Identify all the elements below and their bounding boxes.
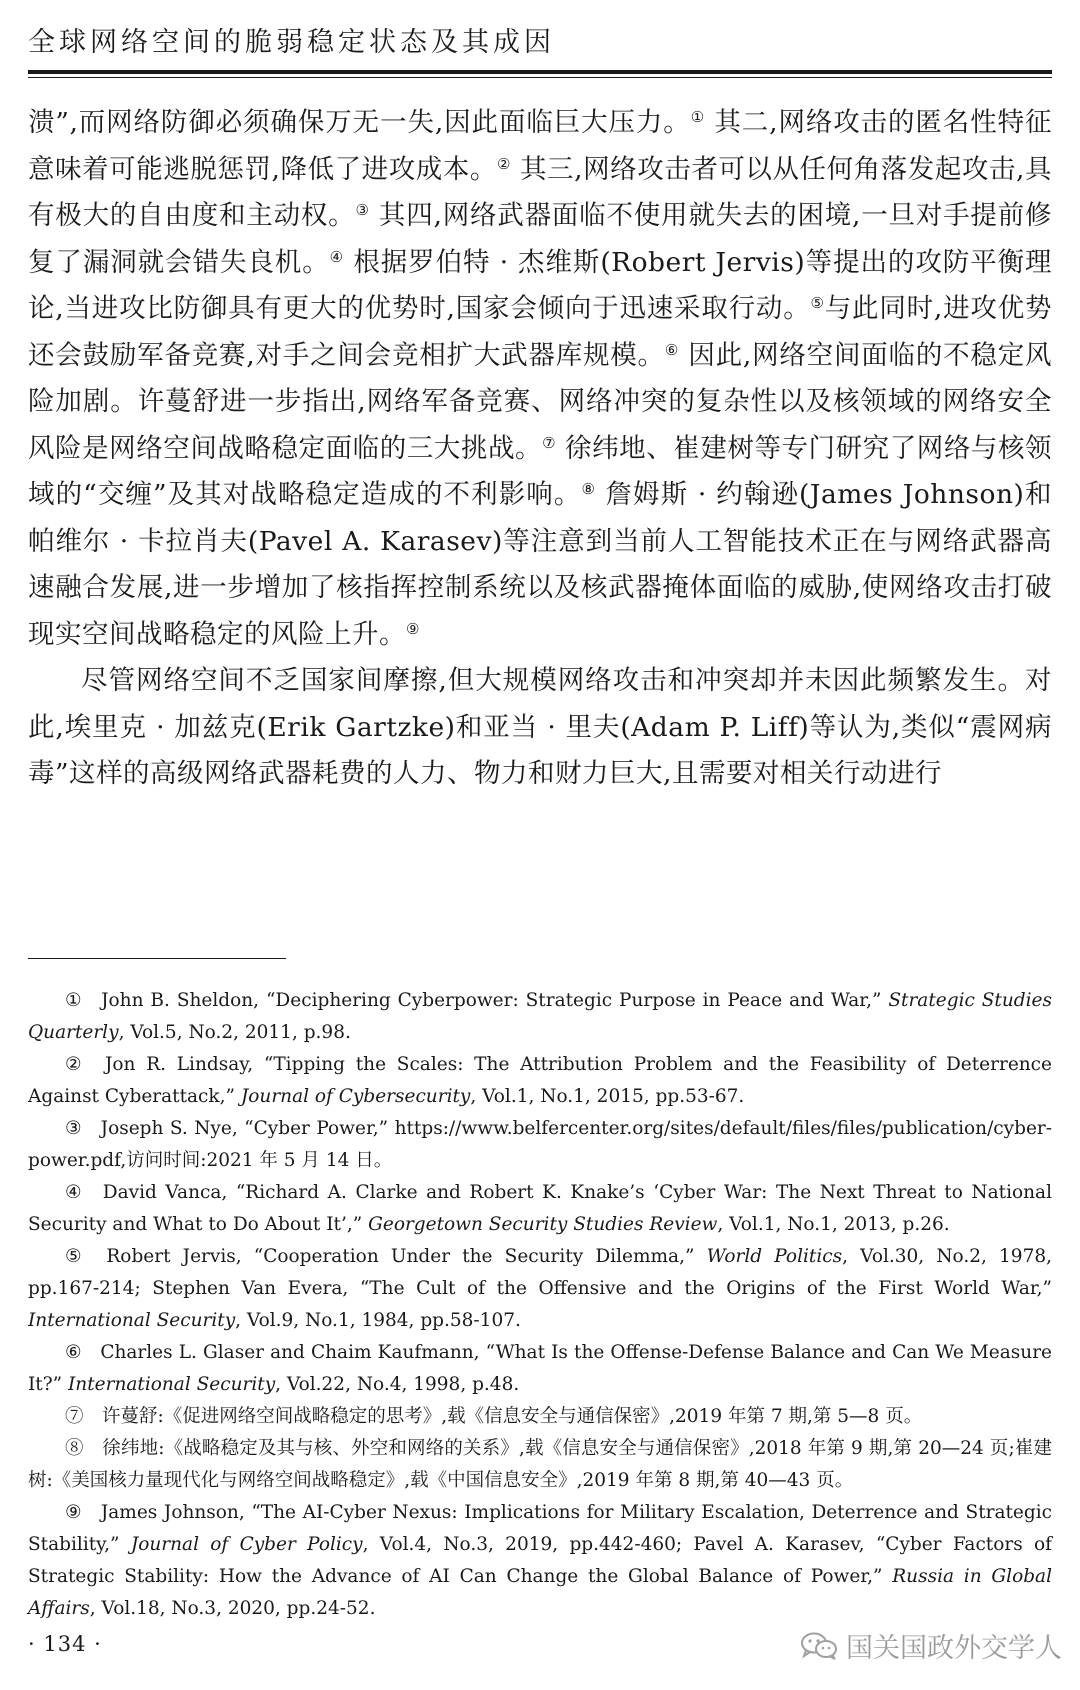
wechat-icon	[800, 1631, 838, 1661]
footnote-7: ⑦ 许蔓舒:《促进网络空间战略稳定的思考》,载《信息安全与通信保密》,2019 年第 7 期,第 5—8 页。	[65, 1406, 923, 1427]
header-rule-thick	[28, 70, 1052, 74]
page-number: · 134 ·	[28, 1632, 102, 1656]
watermark-text: 国关国政外交学人	[846, 1633, 1062, 1664]
footnote-ref-5[interactable]: ⑤	[810, 294, 825, 312]
footnote-ref-7[interactable]: ⑦	[542, 433, 557, 452]
footnote-2: ② Jon R. Lindsay, “Tipping the Scales: The Attribution Problem and the Feasibility of Deterrence Against Cyberattack,” Journal of Cybersecurity, Vol.1, No.1, 2015, pp.53-67.	[28, 1054, 1052, 1107]
footnotes	[28, 985, 1052, 1625]
footnote-ref-6[interactable]: ⑥	[664, 340, 680, 359]
footnote-9: ⑨ James Johnson, “The AI-Cyber Nexus: Implications for Military Escalation, Deterrence and Strategic Stability,” Journal of Cyber Policy, Vol.4, No.3, 2019, pp.442-460; Pavel A. Karasev, “Cyber Factors of Strategic Stability: How the Advance of AI Can Change the Global Balance of Power,” Russia in Global Affairs, Vol.18, No.3, 2020, pp.24-52.	[28, 1502, 1053, 1619]
footnote-separator	[28, 958, 286, 959]
footnote-ref-2[interactable]: ②	[496, 154, 511, 173]
footnote-8: ⑧ 徐纬地:《战略稳定及其与核、外空和网络的关系》,载《信息安全与通信保密》,2018 年第 9 期,第 20—24 页;崔建树:《美国核力量现代化与网络空间战略稳定》,载《中国信息安全》,2019 年第 8 期,第 40—43 页。	[28, 1438, 1052, 1491]
footnote-ref-9[interactable]: ⑨	[406, 619, 420, 638]
paragraph-1: 溃”,而网络防御必须确保万无一失,因此面临巨大压力。① 其二,网络攻击的匿名性特征意味着可能逃脱惩罚,降低了进攻成本。② 其三,网络攻击者可以从任何角落发起攻击,具有极大的自由度和主动权。③ 其四,网络武器面临不使用就失去的困境,一旦对手提前修复了漏洞就会错失良机。④ 根据罗伯特 · 杰维斯(Robert Jervis)等提出的攻防平衡理论,当进攻比防御具有更大的优势时,国家会倾向于迅速采取行动。⑤与此同时,进攻优势还会鼓励军备竞赛,对手之间会竞相扩大武器库规模。⑥ 因此,网络空间面临的不稳定风险加剧。许蔓舒进一步指出,网络军备竞赛、网络冲突的复杂性以及核领域的网络安全风险是网络空间战略稳定面临的三大挑战。⑦ 徐纬地、崔建树等专门研究了网络与核领域的“交缠”及其对战略稳定造成的不利影响。⑧ 詹姆斯 · 约翰逊(James Johnson)和帕维尔 · 卡拉肖夫(Pavel A. Karasev)等注意到当前人工智能技术正在与网络武器高速融合发展,进一步增加了核指挥控制系统以及核武器掩体面临的威胁,使网络攻击打破现实空间战略稳定的风险上升。⑨	[28, 107, 1053, 650]
footnote-ref-4[interactable]: ④	[329, 247, 344, 266]
footnote-ref-3[interactable]: ③	[355, 201, 370, 219]
paragraph-2: 尽管网络空间不乏国家间摩擦,但大规模网络攻击和冲突却并未因此频繁发生。对此,埃里克 · 加兹克(Erik Gartzke)和亚当 · 里夫(Adam P. Liff)等认为,类似“震网病毒”这样的高级网络武器耗费的人力、物力和财力巨大,且需要对相关行动进行	[28, 665, 1052, 789]
footnote-ref-1[interactable]: ①	[690, 108, 706, 126]
running-header: 全球网络空间的脆弱稳定状态及其成因	[28, 27, 555, 58]
footnote-5: ⑤ Robert Jervis, “Cooperation Under the Security Dilemma,” World Politics, Vol.30, No.2, 1978, pp.167-214; Stephen Van Evera, “The Cult of the Offensive and the Origins of the First World War,” International Security, Vol.9, No.1, 1984, pp.58-107.	[28, 1246, 1052, 1331]
footnote-1: ① John B. Sheldon, “Deciphering Cyberpower: Strategic Purpose in Peace and War,” Strategic Studies Quarterly, Vol.5, No.2, 2011, p.98.	[28, 990, 1052, 1043]
footnote-3: ③ Joseph S. Nye, “Cyber Power,” https://www.belfercenter.org/sites/default/files/files/publication/cyber-power.pdf,访问时间:2021 年 5 月 14 日。	[28, 1118, 1052, 1171]
footnote-ref-8[interactable]: ⑧	[581, 480, 597, 498]
footnote-6: ⑥ Charles L. Glaser and Chaim Kaufmann, “What Is the Offense-Defense Balance and Can We Measure It?” International Security, Vol.22, No.4, 1998, p.48.	[28, 1342, 1052, 1395]
footnote-4: ④ David Vanca, “Richard A. Clarke and Robert K. Knake’s ‘Cyber War: The Next Threat to National Security and What to Do About It’,” Georgetown Security Studies Review, Vol.1, No.1, 2013, p.26.	[28, 1182, 1052, 1235]
watermark	[800, 1626, 1062, 1665]
header-rule-thin	[28, 77, 1052, 78]
body-text	[28, 100, 1052, 798]
